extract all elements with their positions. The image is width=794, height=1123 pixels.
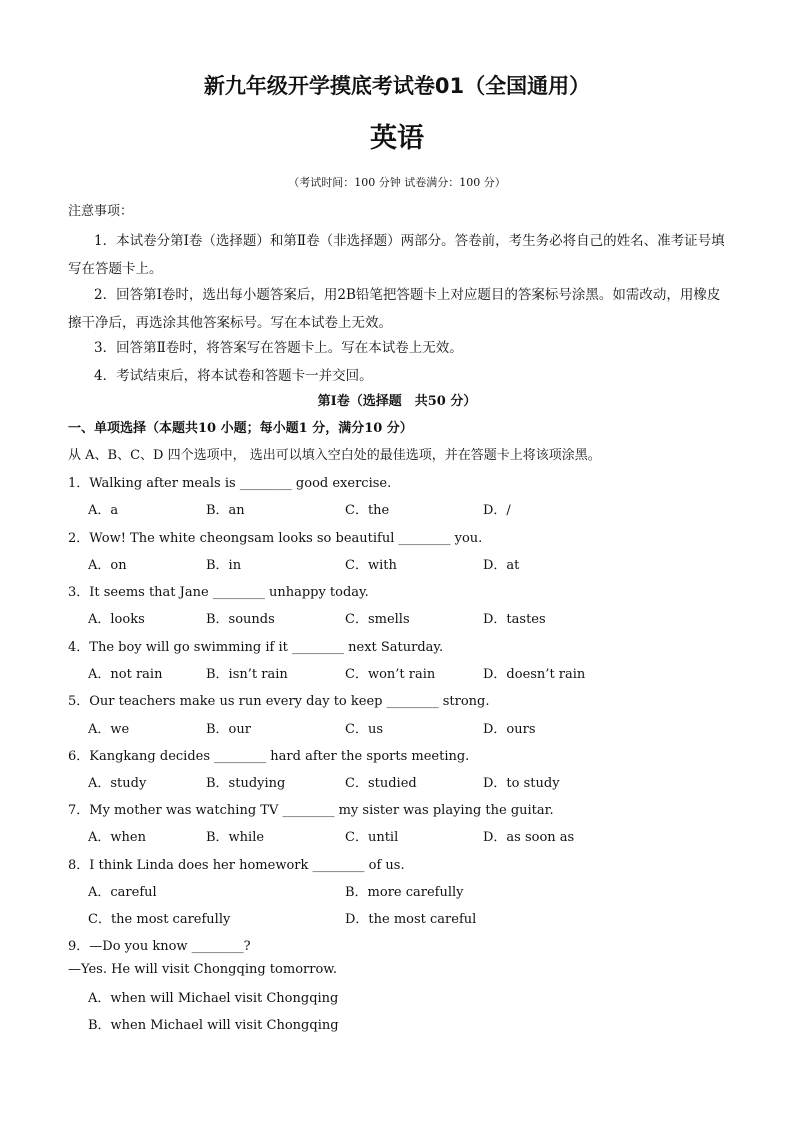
section-instruction: 从 A、B、C、D 四个选项中， 选出可以填入空白处的最佳选项，并在答题卡上将该项涂黑。 (68, 448, 601, 463)
option: C．won’t rain (345, 667, 436, 682)
option: B．more carefully (345, 885, 464, 900)
note-item: 4．考试结束后，将本试卷和答题卡一并交回。 (94, 368, 373, 384)
option: B．studying (206, 776, 286, 791)
question-reply: —Yes. He will visit Chongqing tomorrow. (68, 962, 337, 977)
note-item: 3．回答第Ⅱ卷时，将答案写在答题卡上。写在本试卷上无效。 (94, 340, 463, 356)
section-title: 一、单项选择（本题共10 小题；每小题1 分，满分10 分） (68, 421, 413, 436)
option: B．our (206, 722, 251, 737)
option: C．the (345, 503, 390, 518)
option: D．ours (483, 722, 536, 737)
question-stem: 9．—Do you know ________? (68, 939, 251, 954)
question-stem: 5．Our teachers make us run every day to keep ________ strong. (68, 694, 490, 709)
option: A．when (88, 830, 146, 845)
option: B．sounds (206, 612, 275, 627)
option: B．when Michael will visit Chongqing (88, 1018, 339, 1033)
option: D．to study (483, 776, 560, 791)
subject-title: 英语 (370, 123, 424, 154)
option: B．an (206, 503, 245, 518)
option: C．with (345, 558, 397, 573)
question-stem: 3．It seems that Jane ________ unhappy today. (68, 585, 369, 600)
option: A．we (88, 722, 130, 737)
notes-heading: 注意事项： (68, 204, 134, 219)
option: A．careful (88, 885, 157, 900)
option: A．when will Michael visit Chongqing (88, 991, 339, 1006)
option: D．doesn’t rain (483, 667, 586, 682)
option: C．studied (345, 776, 417, 791)
option: C．us (345, 722, 383, 737)
question-stem: 7．My mother was watching TV ________ my sister was playing the guitar. (68, 803, 554, 818)
question-stem: 6．Kangkang decides ________ hard after the sports meeting. (68, 749, 470, 764)
question-stem: 2．Wow! The white cheongsam looks so beautiful ________ you. (68, 531, 483, 546)
option: D．at (483, 558, 520, 573)
part-heading: 第Ⅰ卷（选择题 共50 分） (317, 394, 477, 409)
exam-info: （考试时间：100 分钟 试卷满分：100 分） (288, 176, 506, 189)
option: C．smells (345, 612, 410, 627)
question-stem: 4．The boy will go swimming if it ________ next Saturday. (68, 640, 444, 655)
question-stem: 8．I think Linda does her homework ________ of us. (68, 858, 405, 873)
page-title: 新九年级开学摸底考试卷01（全国通用） (203, 74, 591, 98)
option: B．while (206, 830, 265, 845)
option: C．the most carefully (88, 912, 231, 927)
option: D．tastes (483, 612, 546, 627)
option: B．in (206, 558, 242, 573)
question-stem: 1．Walking after meals is ________ good exercise. (68, 476, 392, 491)
option: A．study (88, 776, 147, 791)
note-item: 1．本试卷分第Ⅰ卷（选择题）和第Ⅱ卷（非选择题）两部分。答卷前，考生务必将自己的姓名、准考证号填写在答题卡上。 (68, 233, 725, 277)
note-item: 2．回答第Ⅰ卷时，选出每小题答案后，用2B铅笔把答题卡上对应题目的答案标号涂黑。如需改动，用橡皮擦干净后，再选涂其他答案标号。写在本试卷上无效。 (68, 287, 721, 331)
option: D．as soon as (483, 830, 575, 845)
option: C．until (345, 830, 399, 845)
option: A．not rain (88, 667, 163, 682)
option: D．the most careful (345, 912, 477, 927)
option: B．isn’t rain (206, 667, 288, 682)
option: D．/ (483, 503, 511, 518)
option: A．a (88, 503, 119, 518)
option: A．looks (88, 612, 145, 627)
option: A．on (88, 558, 127, 573)
